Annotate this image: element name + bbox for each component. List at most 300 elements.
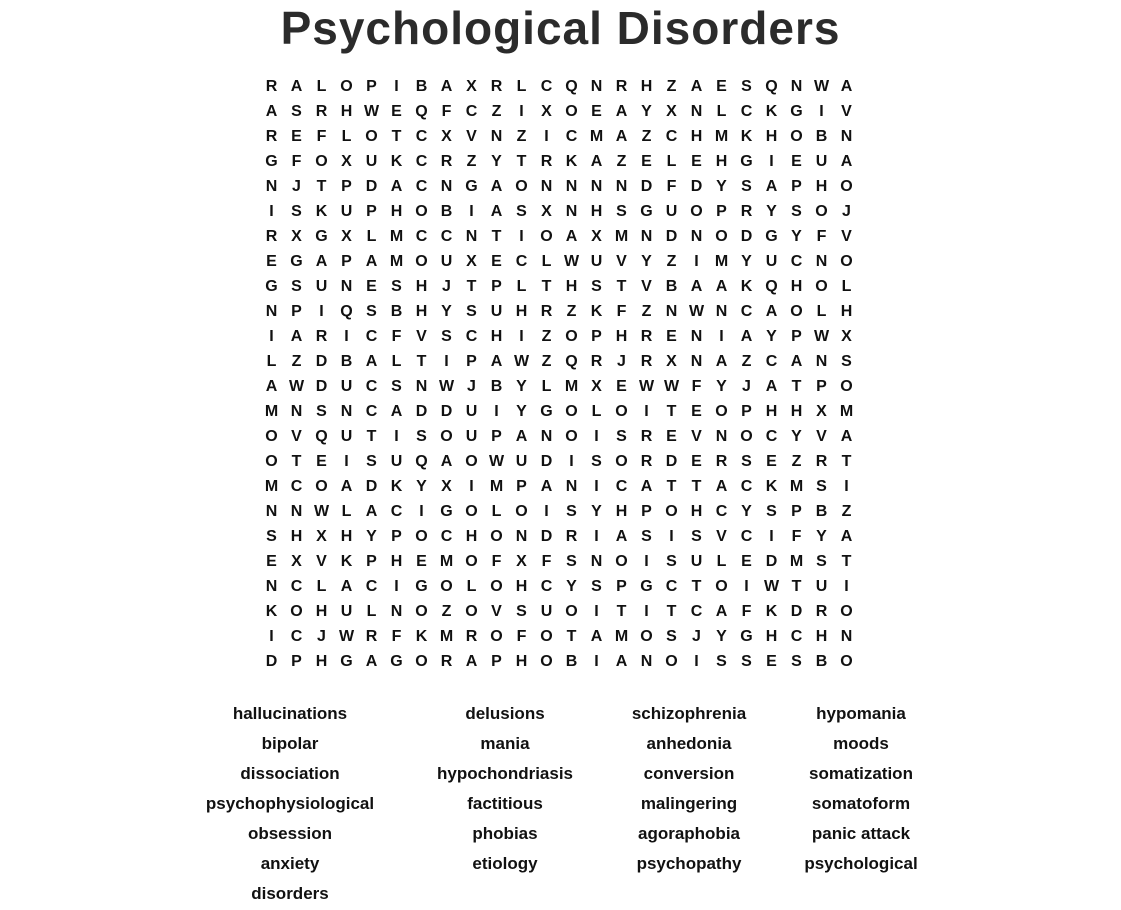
grid-cell[interactable]: V (416, 328, 427, 345)
grid-cell[interactable]: G (265, 153, 278, 170)
grid-cell[interactable]: I (394, 578, 399, 595)
grid-cell[interactable]: Y (491, 153, 502, 170)
grid-cell[interactable]: V (466, 128, 477, 145)
grid-cell[interactable]: D (690, 178, 703, 195)
grid-cell[interactable]: S (391, 378, 402, 395)
grid-cell[interactable]: O (665, 503, 678, 520)
grid-cell[interactable]: D (365, 478, 378, 495)
grid-cell[interactable]: H (515, 303, 528, 320)
grid-cell[interactable]: N (540, 428, 553, 445)
grid-cell[interactable]: W (313, 503, 330, 520)
grid-cell[interactable]: A (615, 103, 628, 120)
grid-cell[interactable]: L (341, 128, 352, 145)
grid-cell[interactable]: Z (666, 253, 677, 270)
grid-cell[interactable]: Z (841, 503, 852, 520)
grid-cell[interactable]: O (540, 228, 553, 245)
grid-cell[interactable]: C (415, 178, 428, 195)
grid-cell[interactable]: E (716, 78, 727, 95)
grid-cell[interactable]: O (265, 453, 278, 470)
grid-cell[interactable]: K (315, 203, 328, 220)
grid-cell[interactable]: E (266, 553, 277, 570)
grid-cell[interactable]: C (415, 153, 428, 170)
grid-cell[interactable]: P (366, 553, 377, 570)
grid-cell[interactable]: X (591, 378, 602, 395)
grid-cell[interactable]: F (816, 228, 827, 245)
grid-cell[interactable]: E (766, 453, 777, 470)
grid-cell[interactable]: S (816, 478, 827, 495)
grid-cell[interactable]: N (815, 253, 828, 270)
grid-cell[interactable]: P (791, 328, 802, 345)
grid-cell[interactable]: E (691, 153, 702, 170)
grid-cell[interactable]: Q (565, 353, 578, 370)
grid-cell[interactable]: S (741, 653, 752, 670)
grid-cell[interactable]: C (290, 578, 303, 595)
grid-cell[interactable]: Y (791, 228, 802, 245)
grid-cell[interactable]: X (341, 153, 352, 170)
grid-cell[interactable]: H (590, 203, 603, 220)
grid-cell[interactable]: E (766, 653, 777, 670)
grid-cell[interactable]: G (740, 153, 753, 170)
grid-cell[interactable]: O (265, 428, 278, 445)
grid-cell[interactable]: V (291, 428, 302, 445)
grid-cell[interactable]: N (265, 578, 278, 595)
grid-cell[interactable]: V (841, 103, 852, 120)
grid-cell[interactable]: O (715, 403, 728, 420)
grid-cell[interactable]: K (765, 478, 778, 495)
grid-cell[interactable]: Z (616, 153, 627, 170)
grid-cell[interactable]: T (616, 278, 627, 295)
grid-cell[interactable]: P (291, 653, 302, 670)
grid-cell[interactable]: N (465, 228, 478, 245)
grid-cell[interactable]: H (340, 528, 353, 545)
grid-cell[interactable]: K (740, 278, 753, 295)
grid-cell[interactable]: O (415, 653, 428, 670)
grid-cell[interactable]: C (365, 328, 378, 345)
grid-cell[interactable]: T (316, 178, 327, 195)
grid-cell[interactable]: A (590, 628, 603, 645)
grid-cell[interactable]: X (441, 128, 452, 145)
grid-cell[interactable]: C (715, 503, 728, 520)
grid-cell[interactable]: C (615, 478, 628, 495)
grid-cell[interactable]: K (590, 303, 603, 320)
grid-cell[interactable]: Z (466, 153, 477, 170)
grid-cell[interactable]: M (614, 628, 629, 645)
grid-cell[interactable]: O (690, 203, 703, 220)
grid-cell[interactable]: H (315, 603, 328, 620)
grid-cell[interactable]: C (740, 478, 753, 495)
grid-cell[interactable]: K (415, 628, 428, 645)
grid-cell[interactable]: B (390, 303, 403, 320)
grid-cell[interactable]: T (366, 428, 377, 445)
grid-cell[interactable]: W (638, 378, 655, 395)
grid-cell[interactable]: L (466, 578, 477, 595)
grid-cell[interactable]: Y (516, 403, 527, 420)
grid-cell[interactable]: X (591, 228, 602, 245)
grid-cell[interactable]: N (815, 353, 828, 370)
grid-cell[interactable]: A (265, 378, 278, 395)
grid-cell[interactable]: J (617, 353, 626, 370)
grid-cell[interactable]: H (340, 103, 353, 120)
grid-cell[interactable]: A (615, 128, 628, 145)
grid-cell[interactable]: I (394, 78, 399, 95)
grid-cell[interactable]: K (765, 103, 778, 120)
grid-cell[interactable]: A (390, 178, 403, 195)
grid-cell[interactable]: O (515, 503, 528, 520)
grid-cell[interactable]: V (491, 603, 502, 620)
grid-cell[interactable]: G (640, 203, 653, 220)
grid-cell[interactable]: Y (741, 253, 752, 270)
grid-cell[interactable]: G (765, 228, 778, 245)
grid-cell[interactable]: K (565, 153, 578, 170)
grid-cell[interactable]: F (516, 628, 527, 645)
grid-cell[interactable]: N (715, 428, 728, 445)
grid-cell[interactable]: U (665, 203, 678, 220)
grid-cell[interactable]: Q (415, 453, 428, 470)
grid-cell[interactable]: S (591, 453, 602, 470)
grid-cell[interactable]: I (594, 603, 599, 620)
grid-cell[interactable]: E (416, 553, 427, 570)
grid-cell[interactable]: R (590, 353, 603, 370)
grid-cell[interactable]: L (516, 78, 527, 95)
grid-cell[interactable]: C (740, 103, 753, 120)
grid-cell[interactable]: W (813, 78, 830, 95)
grid-cell[interactable]: W (813, 328, 830, 345)
grid-cell[interactable]: N (565, 478, 578, 495)
grid-cell[interactable]: L (541, 253, 552, 270)
grid-cell[interactable]: H (715, 153, 728, 170)
grid-cell[interactable]: S (516, 203, 527, 220)
grid-cell[interactable]: O (315, 478, 328, 495)
grid-cell[interactable]: C (465, 328, 478, 345)
grid-cell[interactable]: A (840, 528, 853, 545)
grid-cell[interactable]: H (840, 303, 853, 320)
grid-cell[interactable]: O (715, 228, 728, 245)
grid-cell[interactable]: H (315, 653, 328, 670)
grid-cell[interactable]: I (594, 478, 599, 495)
grid-cell[interactable]: X (341, 228, 352, 245)
grid-cell[interactable]: C (665, 128, 678, 145)
grid-cell[interactable]: F (441, 103, 452, 120)
grid-cell[interactable]: Y (641, 253, 652, 270)
grid-cell[interactable]: H (765, 128, 778, 145)
grid-cell[interactable]: T (666, 478, 677, 495)
grid-cell[interactable]: O (790, 128, 803, 145)
grid-cell[interactable]: F (316, 128, 327, 145)
grid-cell[interactable]: S (316, 403, 327, 420)
grid-cell[interactable]: N (565, 203, 578, 220)
grid-cell[interactable]: P (491, 278, 502, 295)
grid-cell[interactable]: C (440, 528, 453, 545)
grid-cell[interactable]: Q (565, 78, 578, 95)
grid-cell[interactable]: V (841, 228, 852, 245)
grid-cell[interactable]: F (491, 553, 502, 570)
grid-cell[interactable]: I (844, 578, 849, 595)
grid-cell[interactable]: I (469, 478, 474, 495)
grid-cell[interactable]: U (815, 153, 828, 170)
grid-cell[interactable]: D (790, 603, 803, 620)
grid-cell[interactable]: S (791, 653, 802, 670)
grid-cell[interactable]: T (691, 478, 702, 495)
grid-cell[interactable]: H (390, 203, 403, 220)
grid-cell[interactable]: T (416, 353, 427, 370)
grid-cell[interactable]: F (691, 378, 702, 395)
grid-cell[interactable]: A (290, 78, 303, 95)
grid-cell[interactable]: B (415, 78, 428, 95)
grid-cell[interactable]: S (816, 553, 827, 570)
grid-cell[interactable]: Z (516, 128, 527, 145)
grid-cell[interactable]: Y (766, 328, 777, 345)
grid-cell[interactable]: P (591, 328, 602, 345)
grid-cell[interactable]: H (790, 278, 803, 295)
grid-cell[interactable]: Y (441, 303, 452, 320)
grid-cell[interactable]: R (640, 453, 653, 470)
grid-cell[interactable]: C (565, 128, 578, 145)
grid-cell[interactable]: O (565, 428, 578, 445)
grid-cell[interactable]: L (316, 578, 327, 595)
grid-cell[interactable]: O (490, 628, 503, 645)
letter-grid[interactable] (259, 74, 859, 674)
grid-cell[interactable]: C (540, 78, 553, 95)
grid-cell[interactable]: A (365, 353, 378, 370)
grid-cell[interactable]: I (444, 353, 449, 370)
grid-cell[interactable]: S (566, 503, 577, 520)
grid-cell[interactable]: T (541, 278, 552, 295)
grid-cell[interactable]: R (365, 628, 378, 645)
grid-cell[interactable]: A (490, 178, 503, 195)
grid-cell[interactable]: U (340, 603, 353, 620)
grid-cell[interactable]: B (565, 653, 578, 670)
grid-cell[interactable]: R (315, 103, 328, 120)
grid-cell[interactable]: H (515, 578, 528, 595)
grid-cell[interactable]: S (616, 428, 627, 445)
grid-cell[interactable]: O (715, 578, 728, 595)
grid-cell[interactable]: G (415, 578, 428, 595)
grid-cell[interactable]: N (290, 403, 303, 420)
grid-cell[interactable]: P (341, 253, 352, 270)
grid-cell[interactable]: I (494, 403, 499, 420)
grid-cell[interactable]: T (491, 228, 502, 245)
grid-cell[interactable]: I (769, 153, 774, 170)
grid-cell[interactable]: T (791, 578, 802, 595)
grid-cell[interactable]: W (688, 303, 705, 320)
grid-cell[interactable]: L (541, 378, 552, 395)
grid-cell[interactable]: L (716, 553, 727, 570)
grid-cell[interactable]: O (840, 603, 853, 620)
grid-cell[interactable]: N (690, 228, 703, 245)
grid-cell[interactable]: Y (566, 578, 577, 595)
grid-cell[interactable]: N (565, 178, 578, 195)
grid-cell[interactable]: S (466, 303, 477, 320)
grid-cell[interactable]: Z (666, 78, 677, 95)
grid-cell[interactable]: Z (491, 103, 502, 120)
grid-cell[interactable]: I (669, 528, 674, 545)
grid-cell[interactable]: S (841, 353, 852, 370)
grid-cell[interactable]: L (716, 103, 727, 120)
grid-cell[interactable]: L (366, 228, 377, 245)
grid-cell[interactable]: O (465, 603, 478, 620)
grid-cell[interactable]: H (465, 528, 478, 545)
grid-cell[interactable]: H (615, 328, 628, 345)
grid-cell[interactable]: R (265, 128, 278, 145)
grid-cell[interactable]: G (790, 103, 803, 120)
grid-cell[interactable]: T (666, 403, 677, 420)
grid-cell[interactable]: X (291, 228, 302, 245)
grid-cell[interactable]: X (541, 203, 552, 220)
grid-cell[interactable]: I (594, 528, 599, 545)
grid-cell[interactable]: S (416, 428, 427, 445)
grid-cell[interactable]: I (644, 403, 649, 420)
grid-cell[interactable]: I (819, 103, 824, 120)
grid-cell[interactable]: I (519, 328, 524, 345)
grid-cell[interactable]: C (690, 603, 703, 620)
grid-cell[interactable]: T (841, 553, 852, 570)
grid-cell[interactable]: J (317, 628, 326, 645)
grid-cell[interactable]: I (744, 578, 749, 595)
grid-cell[interactable]: N (490, 128, 503, 145)
grid-cell[interactable]: H (415, 303, 428, 320)
grid-cell[interactable]: N (690, 103, 703, 120)
grid-cell[interactable]: W (513, 353, 530, 370)
grid-cell[interactable]: I (769, 528, 774, 545)
grid-cell[interactable]: H (815, 178, 828, 195)
grid-cell[interactable]: P (716, 203, 727, 220)
grid-cell[interactable]: G (540, 403, 553, 420)
grid-cell[interactable]: M (714, 128, 729, 145)
grid-cell[interactable]: U (315, 278, 328, 295)
grid-cell[interactable]: V (816, 428, 827, 445)
grid-cell[interactable]: T (566, 628, 577, 645)
grid-cell[interactable]: N (590, 78, 603, 95)
grid-cell[interactable]: D (540, 528, 553, 545)
grid-cell[interactable]: I (844, 478, 849, 495)
grid-cell[interactable]: K (740, 128, 753, 145)
grid-cell[interactable]: F (541, 553, 552, 570)
grid-cell[interactable]: K (340, 553, 353, 570)
grid-cell[interactable]: Z (541, 328, 552, 345)
grid-cell[interactable]: I (469, 203, 474, 220)
grid-cell[interactable]: W (763, 578, 780, 595)
grid-cell[interactable]: C (465, 103, 478, 120)
grid-cell[interactable]: S (516, 603, 527, 620)
grid-cell[interactable]: F (791, 528, 802, 545)
grid-cell[interactable]: U (465, 403, 478, 420)
grid-cell[interactable]: S (366, 303, 377, 320)
grid-cell[interactable]: I (519, 228, 524, 245)
grid-cell[interactable]: R (715, 453, 728, 470)
grid-cell[interactable]: N (665, 303, 678, 320)
grid-cell[interactable]: E (666, 428, 677, 445)
grid-cell[interactable]: Y (716, 628, 727, 645)
grid-cell[interactable]: S (291, 278, 302, 295)
grid-cell[interactable]: T (516, 153, 527, 170)
grid-cell[interactable]: O (565, 103, 578, 120)
grid-cell[interactable]: A (840, 78, 853, 95)
grid-cell[interactable]: Z (441, 603, 452, 620)
grid-cell[interactable]: N (590, 178, 603, 195)
grid-cell[interactable]: J (842, 203, 851, 220)
grid-cell[interactable]: O (790, 303, 803, 320)
grid-cell[interactable]: M (564, 378, 579, 395)
grid-cell[interactable]: N (840, 628, 853, 645)
grid-cell[interactable]: A (365, 653, 378, 670)
grid-cell[interactable]: C (790, 628, 803, 645)
grid-cell[interactable]: U (540, 603, 553, 620)
grid-cell[interactable]: A (565, 228, 578, 245)
grid-cell[interactable]: Y (416, 478, 427, 495)
grid-cell[interactable]: I (719, 328, 724, 345)
grid-cell[interactable]: R (540, 153, 553, 170)
grid-cell[interactable]: K (265, 603, 278, 620)
grid-cell[interactable]: I (569, 453, 574, 470)
grid-cell[interactable]: S (791, 203, 802, 220)
grid-cell[interactable]: F (616, 303, 627, 320)
grid-cell[interactable]: S (291, 203, 302, 220)
grid-cell[interactable]: H (790, 403, 803, 420)
grid-cell[interactable]: X (466, 253, 477, 270)
grid-cell[interactable]: D (540, 453, 553, 470)
grid-cell[interactable]: U (340, 203, 353, 220)
grid-cell[interactable]: P (341, 178, 352, 195)
grid-cell[interactable]: F (291, 153, 302, 170)
grid-cell[interactable]: I (594, 653, 599, 670)
grid-cell[interactable]: I (694, 653, 699, 670)
grid-cell[interactable]: J (467, 378, 476, 395)
grid-cell[interactable]: T (791, 378, 802, 395)
grid-cell[interactable]: J (442, 278, 451, 295)
grid-cell[interactable]: H (690, 128, 703, 145)
grid-cell[interactable]: E (316, 453, 327, 470)
grid-cell[interactable]: O (315, 153, 328, 170)
grid-cell[interactable]: A (690, 278, 703, 295)
grid-cell[interactable]: C (415, 128, 428, 145)
grid-cell[interactable]: O (365, 128, 378, 145)
grid-cell[interactable]: P (466, 353, 477, 370)
grid-cell[interactable]: A (715, 603, 728, 620)
grid-cell[interactable]: A (740, 328, 753, 345)
grid-cell[interactable]: O (540, 628, 553, 645)
grid-cell[interactable]: C (740, 528, 753, 545)
grid-cell[interactable]: L (591, 403, 602, 420)
grid-cell[interactable]: O (540, 653, 553, 670)
grid-cell[interactable]: H (640, 78, 653, 95)
grid-cell[interactable]: E (291, 128, 302, 145)
grid-cell[interactable]: G (340, 653, 353, 670)
grid-cell[interactable]: H (490, 328, 503, 345)
grid-cell[interactable]: L (516, 278, 527, 295)
grid-cell[interactable]: B (665, 278, 678, 295)
grid-cell[interactable]: C (365, 403, 378, 420)
grid-cell[interactable]: Z (741, 353, 752, 370)
grid-cell[interactable]: M (839, 403, 854, 420)
grid-cell[interactable]: N (290, 503, 303, 520)
grid-cell[interactable]: P (616, 578, 627, 595)
grid-cell[interactable]: C (540, 578, 553, 595)
grid-cell[interactable]: S (391, 278, 402, 295)
grid-cell[interactable]: O (565, 603, 578, 620)
grid-cell[interactable]: N (340, 403, 353, 420)
grid-cell[interactable]: W (338, 628, 355, 645)
grid-cell[interactable]: R (740, 203, 753, 220)
grid-cell[interactable]: N (390, 603, 403, 620)
grid-cell[interactable]: P (366, 203, 377, 220)
grid-cell[interactable]: G (465, 178, 478, 195)
grid-cell[interactable]: S (766, 503, 777, 520)
grid-cell[interactable]: N (265, 178, 278, 195)
grid-cell[interactable]: X (316, 528, 327, 545)
grid-cell[interactable]: N (690, 328, 703, 345)
grid-cell[interactable]: I (344, 453, 349, 470)
grid-cell[interactable]: M (489, 478, 504, 495)
